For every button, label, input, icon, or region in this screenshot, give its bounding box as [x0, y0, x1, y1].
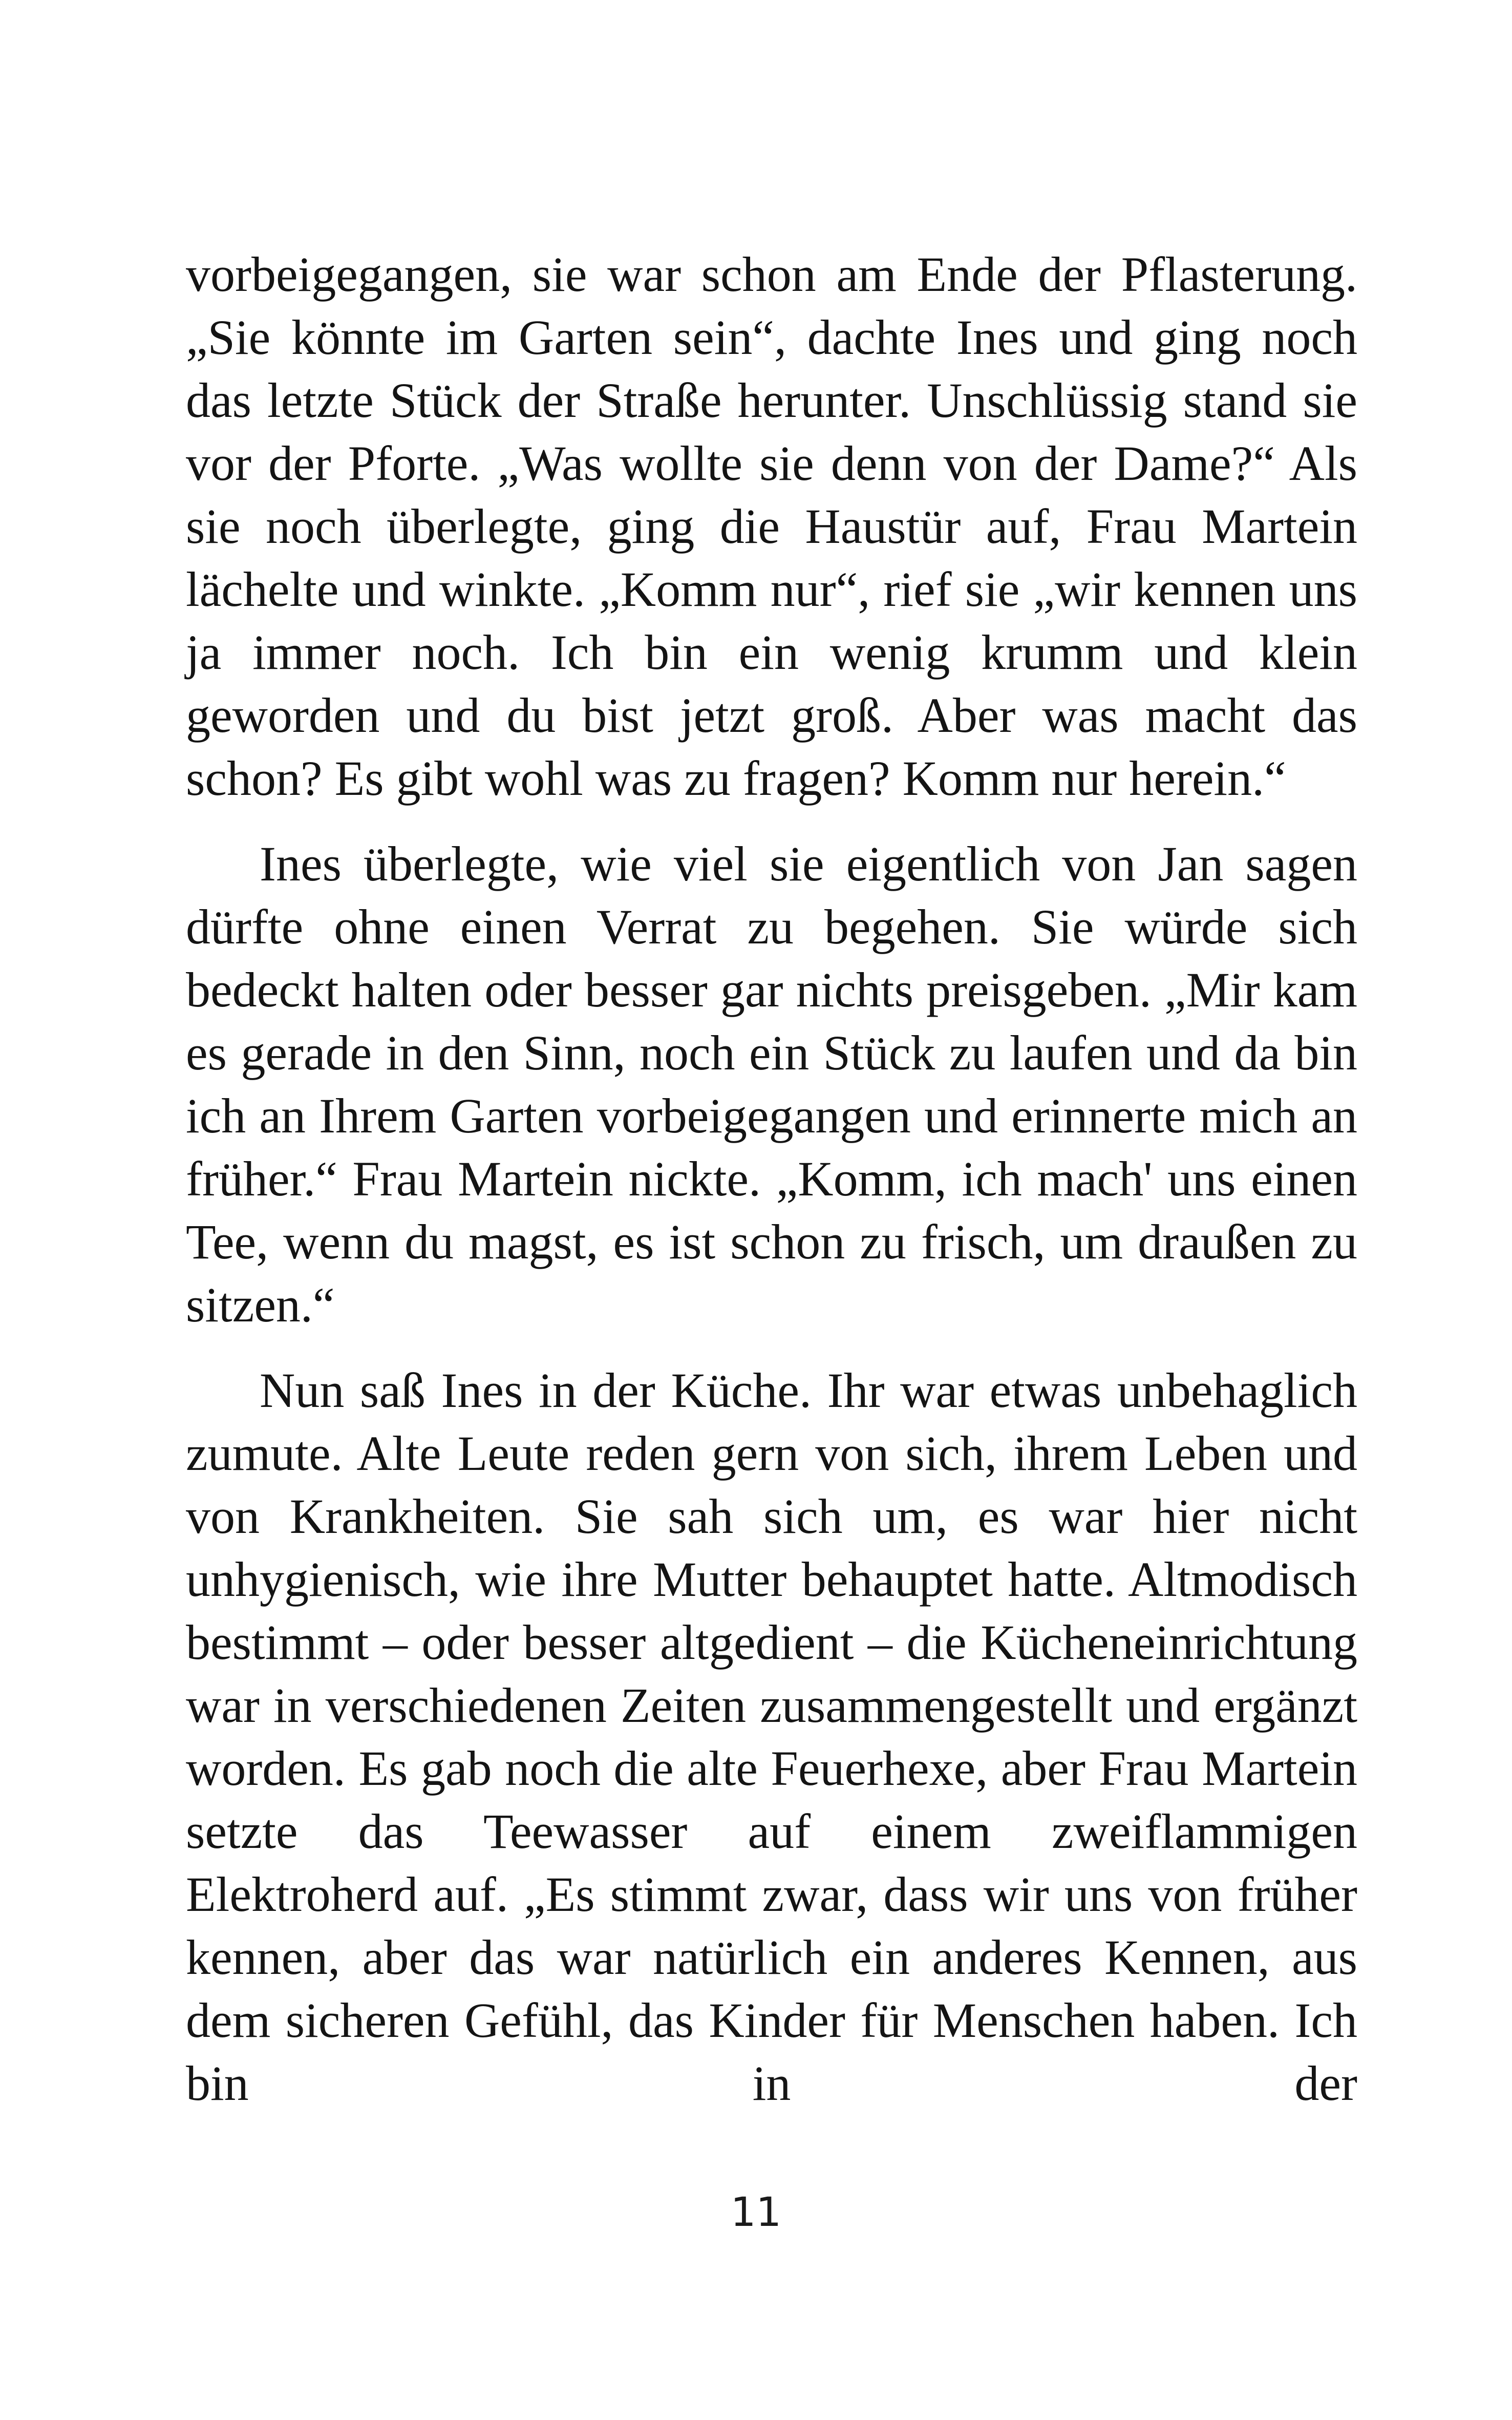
page-number: 11: [730, 2190, 782, 2236]
paragraph-3: Nun saß Ines in der Küche. Ihr war etwas unbehaglich zumute. Alte Leute reden gern von sich, ihrem Leben und von Krankheiten. Sie sah sich um, es war hier nicht unhygienisch, wie ihre Mutter behauptet hatte. Altmodisch bestimmt – oder besser altgedient – die Kücheneinrichtung war in verschiedenen Zeiten zusammengestellt und ergänzt worden. Es gab noch die alte Feuerhexe, aber Frau Martein setzte das Teewasser auf einem zweiflammigen Elektroherd auf. „Es stimmt zwar, dass wir uns von früher kennen, aber das war natürlich ein anderes Kennen, aus dem sicheren Gefühl, das Kinder für Menschen haben. Ich bin in der: [186, 1363, 1357, 2111]
body-text: [186, 243, 1357, 2115]
paragraph-1: vorbeigegangen, sie war schon am Ende der Pflasterung. „Sie könnte im Garten sein“, dachte Ines und ging noch das letzte Stück der Straße herunter. Unschlüssig stand sie vor der Pforte. „Was wollte sie denn von der Dame?“ Als sie noch überlegte, ging die Haustür auf, Frau Martein lächelte und winkte. „Komm nur“, rief sie „wir kennen uns ja immer noch. Ich bin ein wenig krumm und klein geworden und du bist jetzt groß. Aber was macht das schon? Es gibt wohl was zu fragen? Komm nur herein.“: [186, 247, 1357, 806]
paragraph-2: Ines überlegte, wie viel sie eigentlich von Jan sagen dürfte ohne einen Verrat zu begehen. Sie würde sich bedeckt halten oder besser gar nichts preisgeben. „Mir kam es gerade in den Sinn, noch ein Stück zu laufen und da bin ich an Ihrem Garten vorbeigegangen und erinnerte mich an früher.“ Frau Martein nickte. „Komm, ich mach' uns einen Tee, wenn du magst, es ist schon zu frisch, um draußen zu sitzen.“: [186, 836, 1357, 1332]
